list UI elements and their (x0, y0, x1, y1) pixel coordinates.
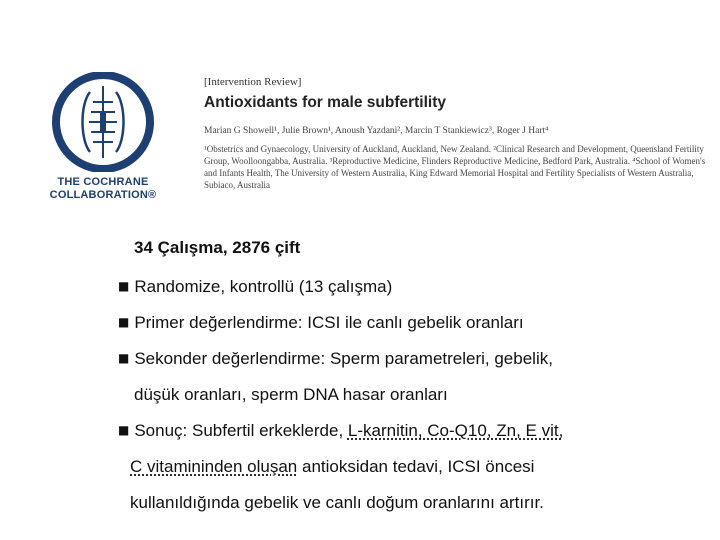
cochrane-logo (38, 72, 168, 212)
study-summary: 34 Çalışma, 2876 çift (134, 238, 301, 257)
paper-header (204, 76, 708, 191)
bullet-primary (118, 313, 524, 333)
bullet-text: Sonuç: Subfertil erkeklerde, (134, 421, 348, 440)
bullet-randomized (118, 277, 392, 297)
bullet-icon: ■ (118, 279, 130, 293)
authors: Marian G Showell¹, Julie Brown¹, Anoush Yazdani², Marcin T Stankiewicz³, Roger J Hart⁴ (204, 126, 549, 136)
bullet-conclusion-cont-2: kullanıldığında gebelik ve canlı doğum oranlarını artırır. (130, 493, 544, 512)
bullet-text: Primer değerlendirme: ICSI ile canlı gebelik oranları (134, 313, 524, 332)
bullet-text: Sekonder değerlendirme: Sperm parametreleri, gebelik, (134, 349, 553, 368)
highlight-antioxidants: L-karnitin, Co-Q10, Zn, E vit, (347, 421, 564, 440)
logo-line-2: COLLABORATION® (49, 189, 157, 201)
bullet-text: Randomize, kontrollü (13 çalışma) (134, 277, 393, 296)
paper-title: Antioxidants for male subfertility (204, 94, 447, 111)
affiliations: ¹Obstetrics and Gynaecology, University of Auckland, Auckland, New Zealand. ²Clinical Research and Development, Queensland Fertility Group, Woolloongabba, Australia. ³Reproductive Medicine, Flinders Reproductive Medicine, Bedford Park, Australia. ⁴School of Women's and Infants Health, The University of Western Australia, King Edward Memorial Hospital and Fertility Specialists of Western Australia, Subiaco, Australia (204, 144, 706, 190)
bullet-conclusion (118, 421, 563, 441)
review-type: [Intervention Review] (204, 76, 302, 88)
logo-line-1: THE COCHRANE (57, 176, 149, 188)
bullet-icon: ■ (118, 351, 130, 365)
highlight-vitamin-c: C vitamininden oluşan (130, 457, 298, 476)
bullet-conclusion-cont (130, 457, 534, 477)
bullet-icon: ■ (118, 423, 130, 437)
bullet-icon: ■ (118, 315, 130, 329)
conclusion-text: antioksidan tedavi, ICSI öncesi (297, 457, 535, 476)
bullet-secondary-cont: düşük oranları, sperm DNA hasar oranları (134, 385, 448, 404)
bullet-secondary (118, 349, 553, 369)
logo-text (38, 176, 168, 202)
cochrane-logo-icon (46, 72, 160, 172)
